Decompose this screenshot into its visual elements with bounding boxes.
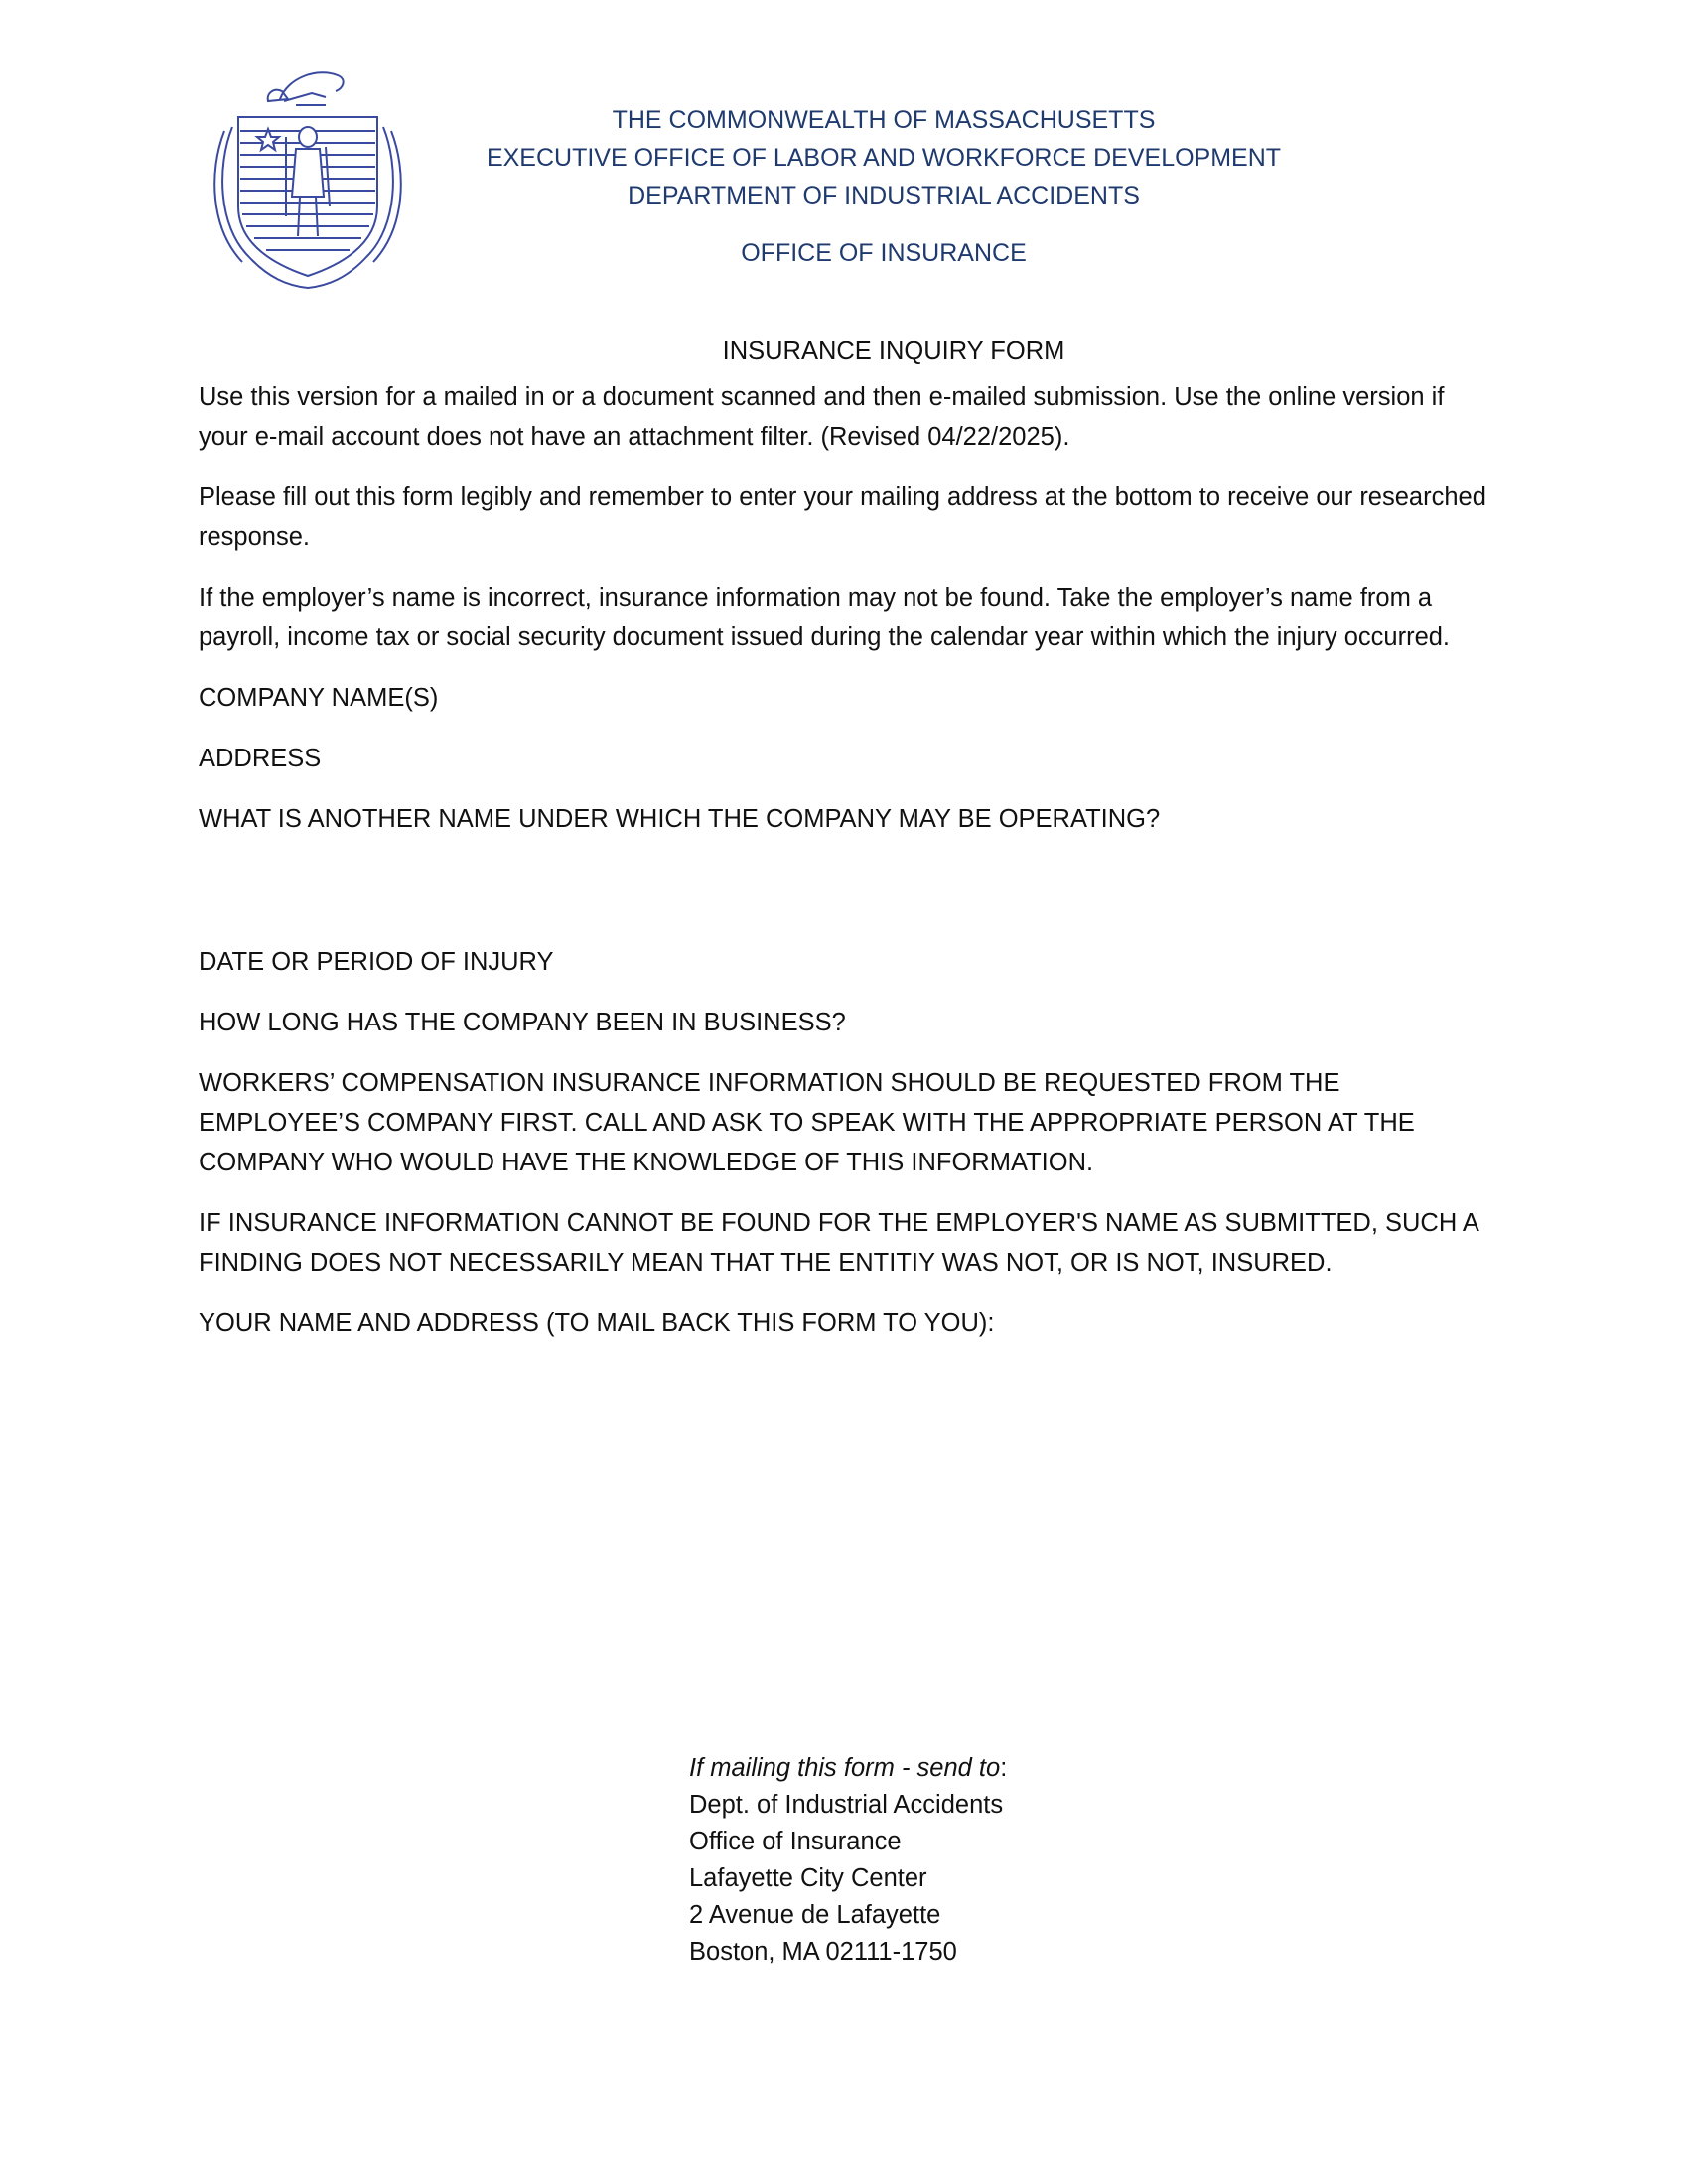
company-names-label: COMPANY NAME(S) [199, 684, 439, 712]
commonwealth-heading: THE COMMONWEALTH OF MASSACHUSETTS [612, 106, 1156, 134]
mailing-address-block [689, 1750, 1007, 1971]
mailing-heading-colon: : [1000, 1754, 1008, 1782]
intro-paragraph-2: Please fill out this form legibly and remember to enter your mailing address at the bottom to receive our researched response. [199, 483, 1486, 551]
your-name-address-label: YOUR NAME AND ADDRESS (TO MAIL BACK THIS FORM TO YOU): [199, 1309, 995, 1337]
address-label: ADDRESS [199, 745, 322, 772]
intro-paragraph-3: If the employer’s name is incorrect, insurance information may not be found. Take the employer’s name from a payroll, income tax or social security document issued during the calendar year within which the injury occurred. [199, 584, 1451, 651]
notice-paragraph-1: WORKERS’ COMPENSATION INSURANCE INFORMATION SHOULD BE REQUESTED FROM THE EMPLOYEE’S COMPANY FIRST. CALL AND ASK TO SPEAK WITH THE APPROPRIATE PERSON AT THE COMPANY WHO WOULD HAVE THE KNOWLEDGE OF THIS INFORMATION. [199, 1069, 1415, 1176]
intro-paragraph-1: Use this version for a mailed in or a document scanned and then e-mailed submission. Use the online version if your e-mail account does not have an attachment filter. (Revised 04/22/2025). [199, 383, 1445, 451]
mailing-line-office: Office of Insurance [689, 1828, 902, 1855]
mailing-line-building: Lafayette City Center [689, 1864, 927, 1892]
mailing-line-department: Dept. of Industrial Accidents [689, 1791, 1004, 1819]
mailing-line-street: 2 Avenue de Lafayette [689, 1901, 941, 1929]
business-length-label: HOW LONG HAS THE COMPANY BEEN IN BUSINESS? [199, 1009, 846, 1036]
mailing-line-city: Boston, MA 02111-1750 [689, 1938, 957, 1966]
mailing-heading [689, 1750, 1007, 1787]
form-title: INSURANCE INQUIRY FORM [722, 338, 1065, 365]
executive-office-heading: EXECUTIVE OFFICE OF LABOR AND WORKFORCE DEVELOPMENT [486, 144, 1282, 172]
department-heading: DEPARTMENT OF INDUSTRIAL ACCIDENTS [628, 182, 1140, 209]
letterhead [417, 101, 1350, 272]
notice-paragraph-2: IF INSURANCE INFORMATION CANNOT BE FOUND FOR THE EMPLOYER'S NAME AS SUBMITTED, SUCH A FINDING DOES NOT NECESSARILY MEAN THAT THE ENTITIY WAS NOT, OR IS NOT, INSURED. [199, 1209, 1478, 1277]
date-of-injury-label: DATE OR PERIOD OF INJURY [199, 948, 554, 976]
blank-answer-space [199, 860, 1489, 942]
office-heading: OFFICE OF INSURANCE [741, 239, 1027, 267]
mailing-heading-text: If mailing this form - send to [689, 1754, 1001, 1782]
another-name-label: WHAT IS ANOTHER NAME UNDER WHICH THE COMPANY MAY BE OPERATING? [199, 805, 1161, 833]
massachusetts-seal-icon [209, 58, 407, 292]
form-body [199, 332, 1489, 1364]
